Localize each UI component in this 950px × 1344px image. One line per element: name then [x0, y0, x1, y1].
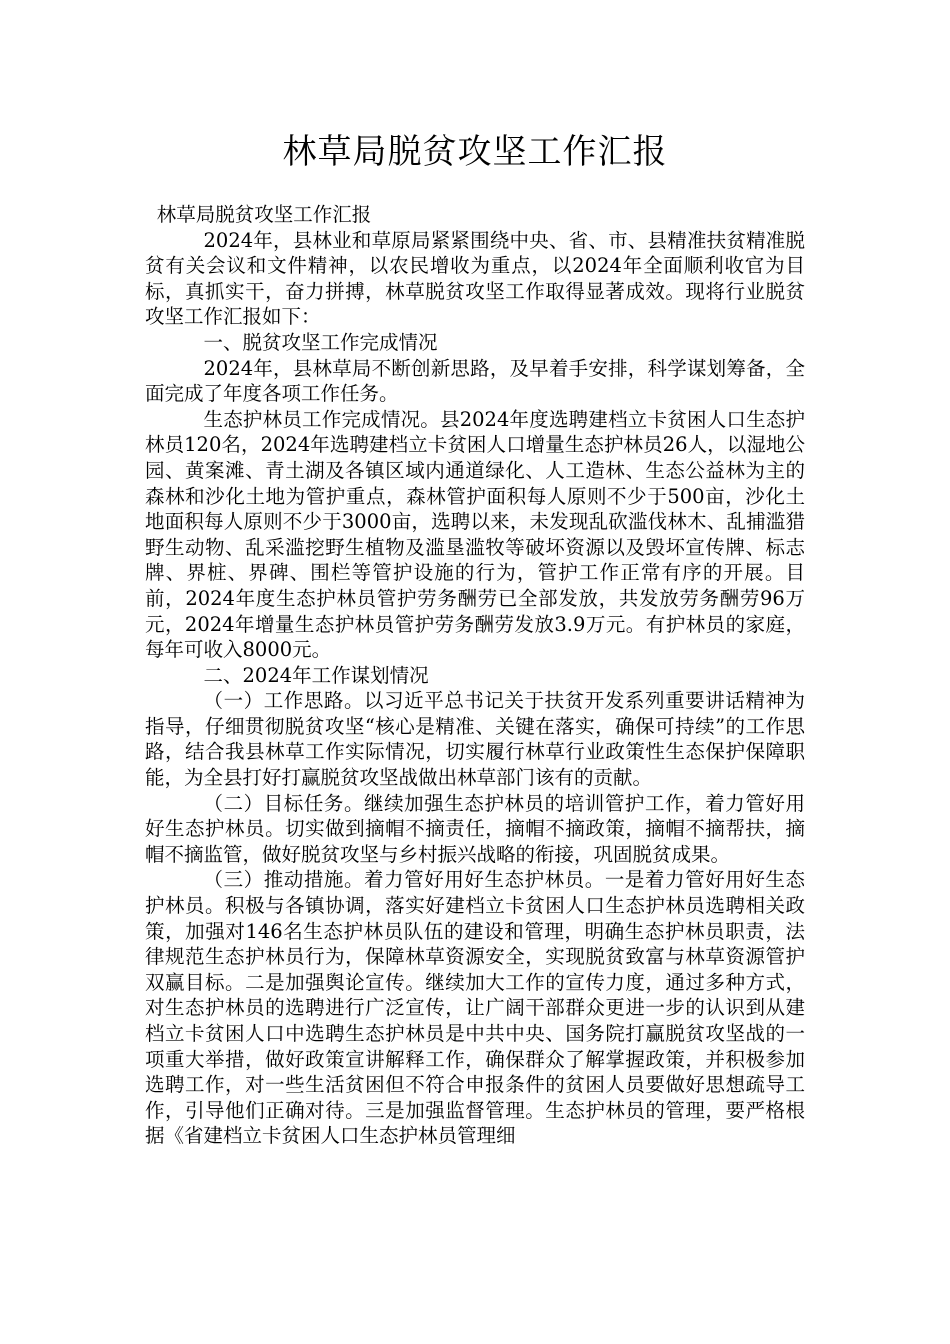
paragraph-work-ideas: （一）工作思路。以习近平总书记关于扶贫开发系列重要讲话精神为指导，仔细贯彻脱贫攻坚“核心是精准、关键在落实，确保可持续”的工作思路，结合我县林草工作实际情况，切实履行林草行业政策性生态保护保障职能，为全县打好打赢脱贫攻坚战做出林草部门该有的贡献。 — [145, 689, 805, 790]
section-heading-1: 一、脱贫攻坚工作完成情况 — [203, 330, 438, 354]
paragraph-forest-rangers: 生态护林员工作完成情况。县2024年度选聘建档立卡贫困人口生态护林员120名，2024年选聘建档立卡贫困人口增量生态护林员26人，以湿地公园、黄案滩、青土湖及各镇区域内通道绿化、人工造林、生态公益林为主的森林和沙化土地为管护重点，森林管护面积每人原则不少于500亩，沙化土地面积每人原则不少于3000亩，选聘以来，未发现乱砍滥伐林木、乱捕滥猎野生动物、乱采滥挖野生植物及滥垦滥牧等破坏资源以及毁坏宣传牌、标志牌、界桩、界碑、围栏等管护设施的行为，管护工作正常有序的开展。目前，2024年度生态护林员管护劳务酬劳已全部发放，共发放劳务酬劳96万元，2024年增量生态护林员管护劳务酬劳发放3.9万元。有护林员的家庭，每年可收入8000元。 — [145, 407, 805, 662]
section-heading-2: 二、2024年工作谋划情况 — [203, 663, 429, 687]
document-subtitle: 林草局脱贫攻坚工作汇报 — [156, 203, 372, 226]
paragraph-intro: 2024年，县林业和草原局紧紧围绕中央、省、市、县精准扶贫精准脱贫有关会议和文件精神，以农民增收为重点，以2024年全面顺利收官为目标，真抓实干，奋力拼搏，林草脱贫攻坚工作取得显著成效。现将行业脱贫攻坚工作汇报如下： — [145, 228, 805, 329]
document-title: 林草局脱贫攻坚工作汇报 — [282, 132, 668, 172]
paragraph-measures: （三）推动措施。着力管好用好生态护林员。一是着力管好用好生态护林员。积极与各镇协调，落实好建档立卡贫困人口生态护林员选聘相关政策，加强对146名生态护林员队伍的建设和管理，明确生态护林员职责，法律规范生态护林员行为，保障林草资源安全，实现脱贫致富与林草资源管护双赢目标。二是加强舆论宣传。继续加大工作的宣传力度，通过多种方式，对生态护林员的选聘进行广泛宣传，让广阔干部群众更进一步的认识到从建档立卡贫困人口中选聘生态护林员是中共中央、国务院打赢脱贫攻坚战的一项重大举措，做好政策宣讲解释工作，确保群众了解掌握政策，并积极参加选聘工作，对一些生活贫困但不符合申报条件的贫困人员要做好思想疏导工作，引导他们正确对待。三是加强监督管理。生态护林员的管理，要严格根据《省建档立卡贫困人口生态护林员管理细 — [145, 868, 805, 1148]
document-body — [145, 202, 805, 1149]
paragraph-overview: 2024年，县林草局不断创新思路，及早着手安排，科学谋划筹备，全面完成了年度各项工作任务。 — [145, 356, 805, 406]
document-page — [145, 0, 805, 1149]
paragraph-targets: （二）目标任务。继续加强生态护林员的培训管护工作，着力管好用好生态护林员。切实做到摘帽不摘责任，摘帽不摘政策，摘帽不摘帮扶，摘帽不摘监管，做好脱贫攻坚与乡村振兴战略的衔接，巩固脱贫成果。 — [145, 791, 805, 866]
